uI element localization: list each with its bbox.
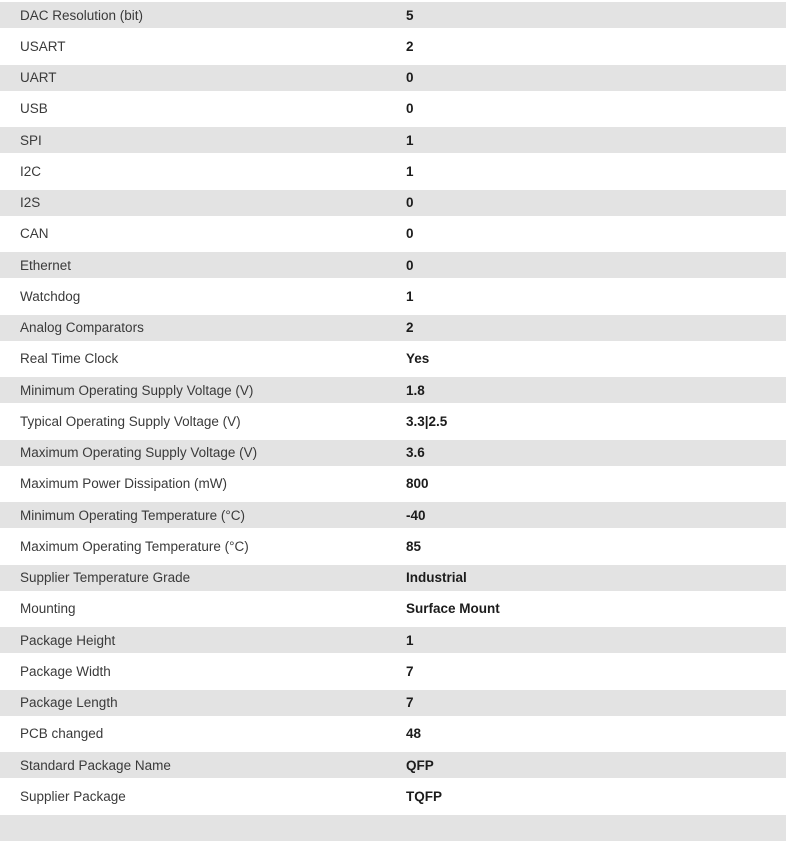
attribute-value: 0 <box>406 70 414 86</box>
spec-row <box>0 500 786 531</box>
attribute-label: Maximum Power Dissipation (mW) <box>20 476 228 492</box>
attribute-label: Package Length <box>20 695 118 711</box>
spec-row <box>0 0 786 31</box>
spec-row <box>0 750 786 781</box>
spec-row <box>0 94 786 125</box>
attribute-value: 7 <box>406 695 414 711</box>
attribute-value: 1.8 <box>406 382 425 398</box>
attribute-label: DAC Resolution (bit) <box>20 7 144 23</box>
spec-row <box>0 281 786 312</box>
attribute-value: Yes <box>406 351 430 367</box>
attribute-value: -40 <box>406 507 426 523</box>
attribute-value: 2 <box>406 38 414 54</box>
attribute-value: 0 <box>406 195 414 211</box>
spec-row <box>0 219 786 250</box>
attribute-value: Industrial <box>406 570 467 586</box>
attribute-label: CAN <box>20 226 49 242</box>
attribute-value: 48 <box>406 726 422 742</box>
attribute-label: USART <box>20 38 66 54</box>
spec-row <box>0 156 786 187</box>
spec-row <box>0 594 786 625</box>
attribute-label: Maximum Operating Supply Voltage (V) <box>20 445 258 461</box>
attribute-label: Supplier Package <box>20 788 126 804</box>
attribute-label: Minimum Operating Temperature (°C) <box>20 507 245 523</box>
attribute-value: 3.6 <box>406 445 425 461</box>
spec-row <box>0 344 786 375</box>
attribute-value: 85 <box>406 538 422 554</box>
attribute-label: SPI <box>20 132 42 148</box>
attribute-value: QFP <box>406 757 434 773</box>
attribute-value: 0 <box>406 257 414 273</box>
attribute-label: Standard Package Name <box>20 757 171 773</box>
attribute-label: Ethernet <box>20 257 72 273</box>
attribute-value: 0 <box>406 226 414 242</box>
attribute-label: UART <box>20 70 57 86</box>
attribute-value: 1 <box>406 163 414 179</box>
attribute-label: I2S <box>20 195 41 211</box>
spec-row <box>0 781 786 812</box>
attribute-label: Minimum Operating Supply Voltage (V) <box>20 382 254 398</box>
attribute-label: I2C <box>20 163 42 179</box>
attribute-label: Mounting <box>20 601 76 617</box>
spec-row <box>0 813 786 844</box>
attribute-label: Analog Comparators <box>20 320 144 336</box>
attribute-value: 5 <box>406 7 414 23</box>
attribute-value: 1 <box>406 632 414 648</box>
spec-row <box>0 719 786 750</box>
attribute-label: Package Height <box>20 632 116 648</box>
attribute-label: Maximum Operating Temperature (°C) <box>20 538 249 554</box>
spec-row <box>0 31 786 62</box>
spec-row <box>0 688 786 719</box>
spec-row <box>0 563 786 594</box>
attribute-label: USB <box>20 101 48 117</box>
spec-row <box>0 438 786 469</box>
attribute-value: 1 <box>406 288 414 304</box>
attribute-value: 800 <box>406 476 429 492</box>
spec-row <box>0 469 786 500</box>
spec-row <box>0 406 786 437</box>
attribute-label: Watchdog <box>20 288 81 304</box>
spec-row <box>0 125 786 156</box>
spec-row <box>0 375 786 406</box>
attribute-value: 7 <box>406 663 414 679</box>
attribute-value: 0 <box>406 101 414 117</box>
spec-row <box>0 656 786 687</box>
attribute-label: Supplier Temperature Grade <box>20 570 191 586</box>
attribute-value: 2 <box>406 320 414 336</box>
attribute-value: Surface Mount <box>406 601 500 617</box>
attribute-value: 3.3|2.5 <box>406 413 448 429</box>
attribute-label: PCB changed <box>20 726 104 742</box>
spec-row <box>0 63 786 94</box>
attribute-label: Real Time Clock <box>20 351 119 367</box>
attribute-label: Typical Operating Supply Voltage (V) <box>20 413 241 429</box>
spec-row <box>0 625 786 656</box>
spec-row <box>0 313 786 344</box>
attribute-value: 1 <box>406 132 414 148</box>
spec-row <box>0 531 786 562</box>
spec-row <box>0 250 786 281</box>
spec-row <box>0 188 786 219</box>
attribute-label: Package Width <box>20 663 111 679</box>
attribute-value: TQFP <box>406 788 442 804</box>
